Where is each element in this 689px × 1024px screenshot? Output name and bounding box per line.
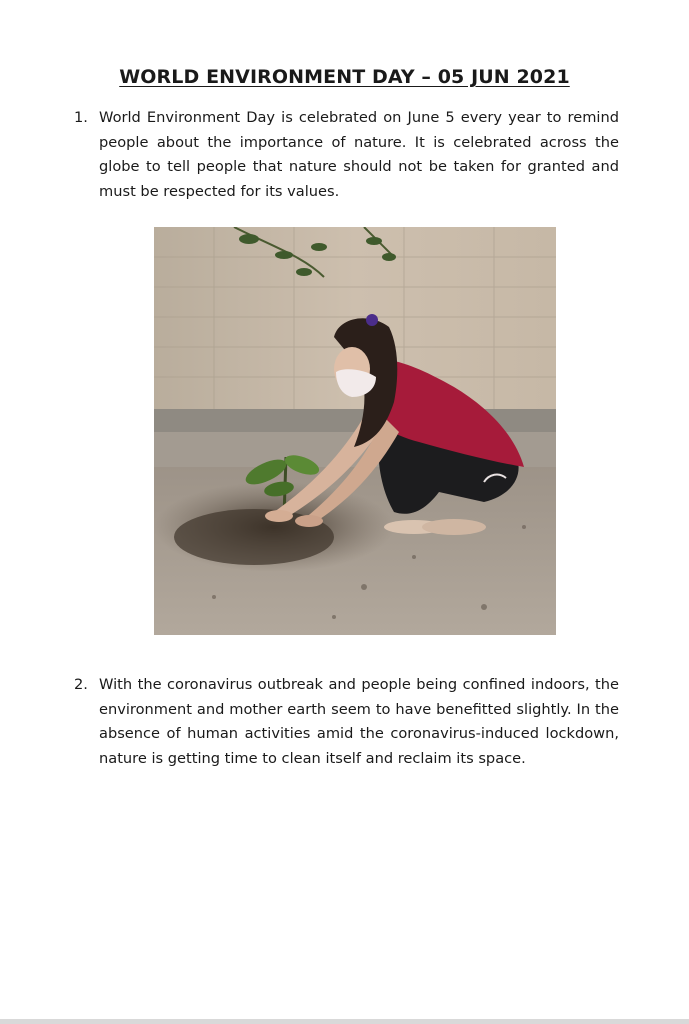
planting-photo <box>154 227 556 635</box>
list-item <box>74 673 619 771</box>
list-item <box>74 106 619 204</box>
page-bottom-edge <box>0 1019 689 1024</box>
list-item-number: 2. <box>74 676 88 693</box>
page-title: WORLD ENVIRONMENT DAY – 05 JUN 2021 <box>119 66 570 88</box>
list-item-text: World Environment Day is celebrated on June 5 every year to remind people about the importance of nature. It is celebrated across the globe to tell people that nature should not be taken for granted and must be respected for its values. <box>99 109 619 200</box>
list-item-text: With the coronavirus outbreak and people being confined indoors, the environment and mother earth seem to have benefitted slightly. In the absence of human activities amid the coronavirus-induced lockdown, nature is getting time to clean itself and reclaim its space. <box>99 676 619 767</box>
list-item-number: 1. <box>74 109 88 126</box>
